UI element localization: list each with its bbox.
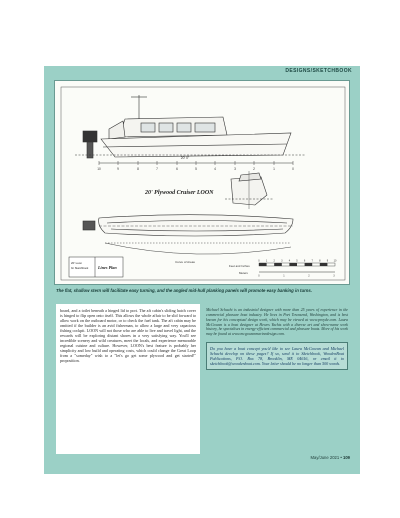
station-label: 10 [97, 167, 101, 171]
lines-plan-drawing [54, 80, 350, 285]
page-number: 109 [343, 455, 350, 460]
title-block-line1: 20' Loon [71, 261, 83, 265]
title-block-line2: for Sketchbook [71, 267, 89, 270]
issue-date: May/June 2021 [310, 455, 340, 460]
scale-number: 1 [265, 259, 268, 263]
scale-number: 6 [303, 259, 306, 263]
scale-number: 9 [326, 259, 329, 263]
meters-number: 1 [283, 274, 285, 278]
meters-number: 0 [258, 274, 260, 278]
cabin-window [141, 123, 155, 132]
author-bio: Michael Schacht is an industrial designer with more than 25 years of experience in the commercial pleasure boat industry. He lives in Port Townsend, Washington, and is best known for his conceptual design work, which may be viewed at www.proyde.com. Laura McGowan is a boat designer at Hewes Yachts with a diverse art and show-name work history, he specialises in energy-efficient commercial and pleasure boats. More of his work may be found at www.mcgowanmarinedesign.com. [206, 308, 348, 337]
curve-of-areas [105, 243, 291, 254]
body-section [225, 171, 273, 209]
cabin-window [195, 123, 215, 132]
plan-view [83, 215, 293, 236]
outboard-motor-leg [87, 142, 93, 158]
profile-dimension: 20' 0" [180, 156, 190, 160]
aft-cabin [109, 121, 125, 139]
station-label: 2 [253, 167, 255, 171]
outboard-motor-head [83, 131, 97, 142]
scale-number: 3 [281, 259, 283, 263]
scale-label: Feet and Inches [229, 264, 250, 268]
station-label: 1 [273, 167, 275, 171]
title-block-stamp: Lines Plan [98, 265, 117, 270]
section-header: DESIGNS/SKETCHBOOK [285, 68, 352, 74]
submission-box [206, 342, 348, 370]
drawing-caption: The flat, shallow stern will facilitate easy turning, and the angled mid-hull planking panels will promote easy banking in turns. [56, 288, 312, 293]
station-label: 9 [117, 167, 119, 171]
meters-number: 3 [333, 274, 335, 278]
station-labels [97, 167, 294, 171]
station-label: 0 [292, 167, 294, 171]
article-column-right [204, 304, 350, 454]
article-column-left [56, 304, 200, 454]
drawing-border [61, 87, 345, 280]
submission-text: Do you have a boat concept you'd like to see Laura McGowan and Michael Schacht develop on these pages? If so, send it to Sketchbook, WoodenBoat Publications, P.O. Box 78, Brooklin, ME 04616, or email it to sketchbook@woodenboat.com. Your letter should be no longer than 500 words. [210, 346, 344, 367]
article-body: board, and a toilet beneath a hinged lid to port. The aft cabin's sliding hatch cover is hinged to flip open onto itself. This allows the whole affair to be slid forward to allow work on the outboard motor, or to check the fuel tank. The aft cabin may be omitted if the builder is an avid fisherman, to allow a large and very capacious fishing cockpit. LOON will not those who are able to live and travel light, and the rewards will be exploring distant shores in a very satisfying way. You'll see incredible scenery and wild creatures, meet the locals, and experience memorable regional cuisine and culture. However, LOON's best feature is probably her simplicity and low build and operating costs, which could change the Great Loop from a "someday" wish to a "let's go get some plywood and get started!" proposition. [60, 308, 196, 364]
page-footer [311, 455, 350, 460]
scale-number: 4 [288, 259, 291, 263]
cabin-window [159, 123, 173, 132]
curve-label: Curve of Areas [175, 260, 195, 264]
station-label: 6 [176, 167, 178, 171]
scale-number: 0 [258, 259, 260, 263]
station-label: 4 [214, 167, 216, 171]
scale-bar [229, 260, 337, 278]
station-label: 5 [195, 167, 197, 171]
title-block [69, 257, 123, 277]
scale-number: 7 [311, 259, 313, 263]
meters-number: 2 [308, 274, 310, 278]
station-label: 3 [234, 167, 236, 171]
meters-label: Meters [239, 271, 248, 275]
scale-number: 5 [296, 259, 298, 263]
scale-number: 8 [319, 259, 321, 263]
footer-separator: • [340, 455, 343, 460]
profile-view [75, 95, 305, 163]
plan-title: 20' Plywood Cruiser LOON [145, 190, 214, 196]
cabin-window [177, 123, 191, 132]
station-label: 8 [137, 167, 139, 171]
magazine-page [44, 66, 360, 474]
scale-number: 2 [273, 259, 275, 263]
station-label: 7 [156, 167, 158, 171]
lines-plan-svg [55, 81, 351, 286]
scale-number: 10 [333, 259, 337, 263]
